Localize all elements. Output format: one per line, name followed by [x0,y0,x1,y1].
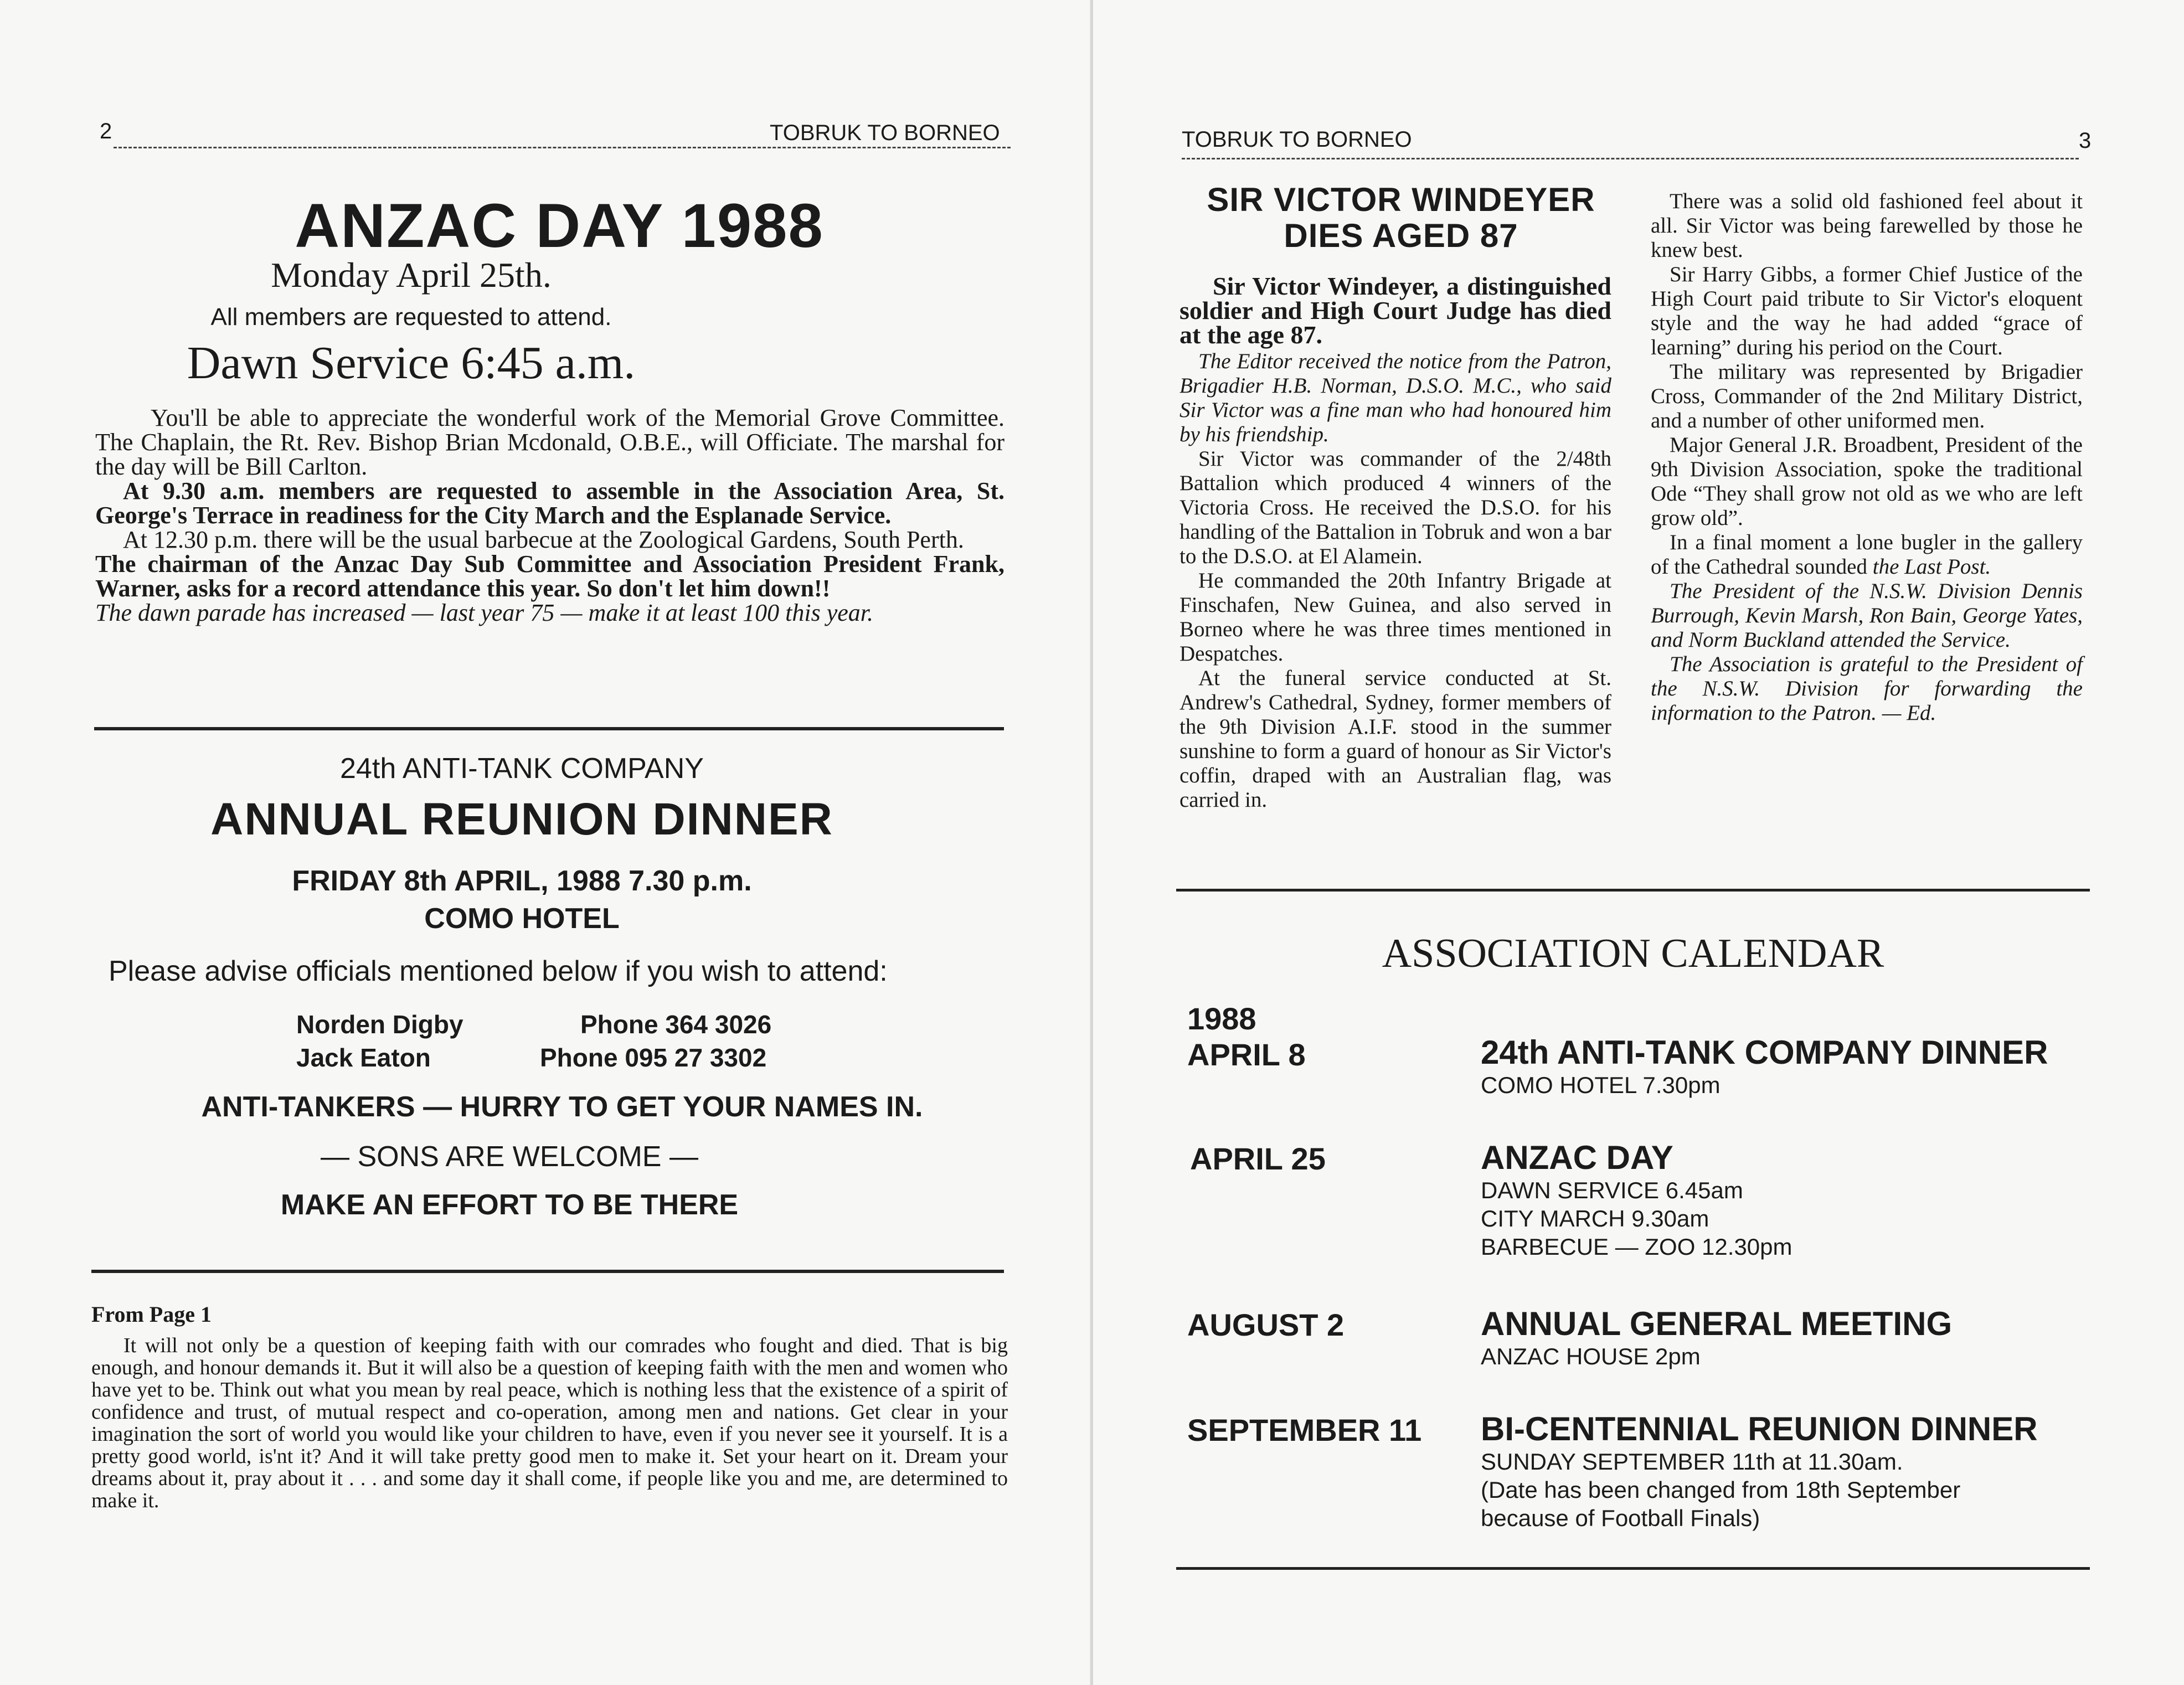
from-page-text: It will not only be a question of keeping faith with our comrades who fought and died. That is big enough, and honour demands it. But it will also be a question of keeping faith with the men and women who have yet to be. Think out what you mean by real peace, which is nothing less that the existence of a spirit of confidence and trust, of mutual respect and co-operation, among men and nations. Get clear in your imagination the sort of world you would like your children to have, even if you never see it yourself. It is a pretty good world, is'nt it? And it will take pretty good men to make it. Set your heart on it. Dream your dreams about it, pray about it . . . and some day it shall come, if people like you and me, are determined to make it. [91,1334,1008,1512]
running-head-right: TOBRUK TO BORNEO [1182,127,1412,152]
calendar-event-detail: DAWN SERVICE 6.45am [1481,1177,1743,1203]
calendar-event-title: 24th ANTI-TANK COMPANY DINNER [1481,1034,2048,1071]
contact-phone-row-2 [540,1041,766,1074]
from-page-label: From Page 1 [91,1302,212,1327]
anzac-request: All members are requested to attend. [210,303,612,331]
calendar-event-detail: (Date has been changed from 18th September [1481,1477,1961,1503]
reunion-title: ANNUAL REUNION DINNER [210,794,833,844]
calendar-event-title: ANZAC DAY [1481,1139,1673,1176]
calendar-event-date: APRIL 25 [1190,1141,1326,1176]
section-divider-right [1176,889,2090,892]
contact-row-1 [296,1008,463,1041]
header-rule-left [114,147,1011,148]
contact-phone: Phone 364 3026 [580,1010,772,1039]
windeyer-paragraph-10: The Association is grateful to the President of the N.S.W. Division for forwarding the information to the Patron. — Ed. [1651,652,2083,725]
contact-name: Norden Digby [296,1010,463,1039]
calendar-event-detail: BARBECUE — ZOO 12.30pm [1481,1234,1792,1260]
reunion-effort: MAKE AN EFFORT TO BE THERE [280,1189,739,1221]
windeyer-headline-1: SIR VICTOR WINDEYER [1207,181,1595,218]
calendar-title: ASSOCIATION CALENDAR [1382,931,1884,976]
calendar-event-detail: ANZAC HOUSE 2pm [1481,1343,1701,1369]
reunion-when: FRIDAY 8th APRIL, 1988 7.30 p.m. [292,865,752,897]
windeyer-paragraph-2: He commanded the 20th Infantry Brigade at Finschafen, New Guinea, and also served in Borneo where he was three times mentioned in Despatches. [1179,569,1611,666]
calendar-event-1 [1481,1034,2145,1099]
windeyer-lead: Sir Victor Windeyer, a distinguished soldier and High Court Judge has died at the age 87. [1179,272,1611,349]
calendar-bottom-rule [1176,1567,2090,1570]
calendar-event-detail: SUNDAY SEPTEMBER 11th at 11.30am. [1481,1449,1903,1475]
section-divider-1 [94,727,1004,730]
page-number-left: 2 [100,119,112,143]
reunion-sons: — SONS ARE WELCOME — [321,1141,698,1173]
from-page-body [91,1334,1008,1512]
calendar-event-2 [1481,1140,2145,1261]
windeyer-paragraph-6: The military was represented by Brigadier Cross, Commander of the 2nd Military District, and a number of other uniformed men. [1651,360,2083,432]
windeyer-paragraph-3: At the funeral service conducted at St. Andrew's Cathedral, Sydney, former members of the 9th Division A.I.F. stood in the summer sunshine to form a guard of honour as Sir Victor's coffin, draped with an Australian flag, was carried in. [1179,666,1611,812]
contact-phone-row-1 [580,1008,771,1041]
anzac-paragraph-1: You'll be able to appreciate the wonderful work of the Memorial Grove Committee. The Chaplain, the Rt. Rev. Bishop Brian Mcdonald, O.B.E., will Officiate. The marshal for the day will be Bill Carlton. [95,404,1005,480]
windeyer-paragraph-8-text: In a final moment a lone bugler in the gallery of the Cathedral sounded [1651,530,2083,579]
anzac-date: Monday April 25th. [271,255,552,295]
anzac-title: ANZAC DAY 1988 [295,191,824,260]
calendar-event-title: BI-CENTENNIAL REUNION DINNER [1481,1410,2038,1447]
calendar-event-3 [1481,1306,2145,1370]
windeyer-paragraph-9: The President of the N.S.W. Division Dennis Burrough, Kevin Marsh, Ron Bain, George Yates, and Norm Buckland attended the Service. [1651,579,2083,652]
calendar-event-date: APRIL 8 [1187,1037,1306,1072]
calendar-event-detail: CITY MARCH 9.30am [1481,1205,1709,1231]
reunion-where: COMO HOTEL [424,903,620,935]
calendar-event-detail: COMO HOTEL 7.30pm [1481,1072,1721,1098]
header-rule-right [1182,158,2079,159]
calendar-event-date: SEPTEMBER 11 [1187,1413,1422,1447]
contact-phone: Phone 095 27 3302 [540,1043,767,1072]
calendar-event-4 [1481,1411,2145,1532]
windeyer-headline-2: DIES AGED 87 [1284,217,1518,254]
left-page [0,0,1091,1685]
page-number-right: 3 [2079,128,2092,153]
dawn-service-heading: Dawn Service 6:45 a.m. [187,337,636,389]
windeyer-paragraph-8-italic: the Last Post. [1872,555,1991,579]
anzac-paragraph-2: At 9.30 a.m. members are requested to assemble in the Association Area, St. George's Terrace in readiness for the City March and the Esplanade Service. [95,477,1005,529]
windeyer-paragraph-4: There was a solid old fashioned feel about it all. Sir Victor was being farewelled by those he knew best. [1651,189,2083,262]
contact-name: Jack Eaton [296,1043,431,1072]
anzac-body [95,406,1005,625]
reunion-hurry: ANTI-TANKERS — HURRY TO GET YOUR NAMES IN. [201,1091,923,1123]
calendar-event-title: ANNUAL GENERAL MEETING [1481,1305,1953,1342]
running-head-left: TOBRUK TO BORNEO [770,121,1000,145]
windeyer-paragraph-5: Sir Harry Gibbs, a former Chief Justice of the High Court paid tribute to Sir Victor's eloquent style and the way he had added “grace of learning” during his period on the Court. [1651,262,2083,359]
contact-row-2 [296,1041,431,1074]
anzac-paragraph-5: The dawn parade has increased — last year 75 — make it at least 100 this year. [95,599,874,626]
calendar-event-detail: because of Football Finals) [1481,1505,1760,1531]
section-divider-2 [91,1270,1004,1273]
windeyer-column-2 [1651,189,2083,725]
calendar-event-date: AUGUST 2 [1187,1307,1345,1342]
windeyer-paragraph-7: Major General J.R. Broadbent, President of the 9th Division Association, spoke the traditional Ode “They shall grow not old as we who are left grow old”. [1651,433,2083,530]
windeyer-paragraph-8 [1651,530,2083,579]
anzac-paragraph-4: The chairman of the Anzac Day Sub Committee and Association President Frank, Warner, asks for a record attendance this year. So don't let him down!! [95,550,1005,602]
windeyer-column-1 [1179,274,1611,812]
windeyer-paragraph-1: Sir Victor was commander of the 2/48th Battalion which produced 4 winners of the Victoria Cross. He received the D.S.O. for his handling of the Battalion in Tobruk and won a bar to the D.S.O. at El Alamein. [1179,447,1611,568]
reunion-company: 24th ANTI-TANK COMPANY [340,753,704,785]
right-page [1093,0,2184,1685]
reunion-advise: Please advise officials mentioned below if you wish to attend: [109,955,888,987]
windeyer-editor-note: The Editor received the notice from the Patron, Brigadier H.B. Norman, D.S.O. M.C., who said Sir Victor was a fine man who had honoured him by his friendship. [1179,349,1611,446]
anzac-paragraph-3: At 12.30 p.m. there will be the usual barbecue at the Zoological Gardens, South Perth. [123,526,964,553]
calendar-year: 1988 [1187,1001,1256,1036]
